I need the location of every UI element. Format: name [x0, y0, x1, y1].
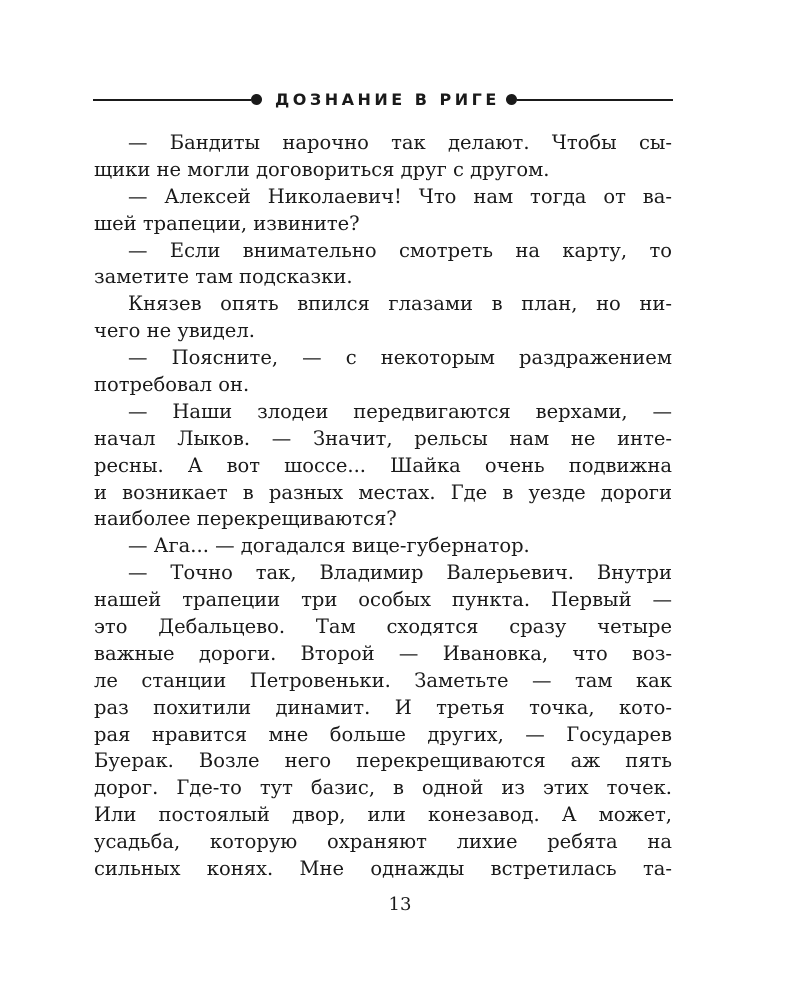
- text-line: — Бандиты нарочно так делают. Чтобы сы-: [128, 131, 672, 154]
- text-line: — Поясните, — с некоторым раздражением: [128, 346, 672, 370]
- page-number: 13: [388, 894, 412, 915]
- text-line: нашей трапеции три особых пункта. Первый —: [94, 588, 672, 612]
- text-line: чего не увидел.: [94, 319, 255, 343]
- header-bullet-left: [251, 94, 262, 105]
- text-line: — Ага... — догадался вице-губернатор.: [128, 534, 530, 558]
- text-line: дорог. Где-то тут базис, в одной из этих точек.: [94, 776, 672, 800]
- text-line: — Точно так, Владимир Валерьевич. Внутри: [128, 561, 672, 585]
- text-line: ле станции Петровеньки. Заметьте — там как: [94, 668, 672, 692]
- running-title: ДОЗНАНИЕ В РИГЕ: [275, 90, 500, 109]
- text-line: — Если внимательно смотреть на карту, то: [128, 238, 672, 262]
- text-line: щики не могли договориться друг с другом.: [94, 157, 550, 181]
- header-bullet-right: [506, 94, 517, 105]
- text-line: Князев опять впился глазами в план, но ни-: [128, 292, 672, 316]
- text-line: и возникает в разных местах. Где в уезде дороги: [94, 480, 672, 504]
- text-line: раз похитили динамит. И третья точка, кото-: [94, 695, 672, 719]
- text-line: шей трапеции, извините?: [94, 211, 360, 235]
- text-line: наиболее перекрещиваются?: [94, 507, 397, 531]
- body-text: [94, 130, 672, 883]
- text-line: сильных конях. Мне однажды встретилась та-: [94, 857, 672, 881]
- running-header: [93, 88, 673, 112]
- header-rule-right: [517, 99, 673, 101]
- text-line: рая нравится мне больше других, — Государев: [94, 722, 672, 746]
- text-line: Или постоялый двор, или конезавод. А может,: [94, 803, 672, 827]
- text-line: Буерак. Возле него перекрещиваются аж пять: [94, 749, 672, 773]
- text-line: — Наши злодеи передвигаются верхами, —: [128, 399, 672, 423]
- header-rule-left: [93, 99, 251, 101]
- text-line: важные дороги. Второй — Ивановка, что воз-: [94, 641, 672, 665]
- text-line: это Дебальцево. Там сходятся сразу четыре: [94, 615, 672, 639]
- text-line: ресны. А вот шоссе... Шайка очень подвижна: [94, 453, 672, 477]
- text-line: — Алексей Николаевич! Что нам тогда от ва-: [128, 184, 672, 208]
- text-line: потребовал он.: [94, 373, 250, 397]
- text-line: усадьба, которую охраняют лихие ребята на: [94, 830, 672, 854]
- text-line: начал Лыков. — Значит, рельсы нам не инте-: [94, 426, 672, 450]
- text-line: заметите там подсказки.: [94, 265, 353, 289]
